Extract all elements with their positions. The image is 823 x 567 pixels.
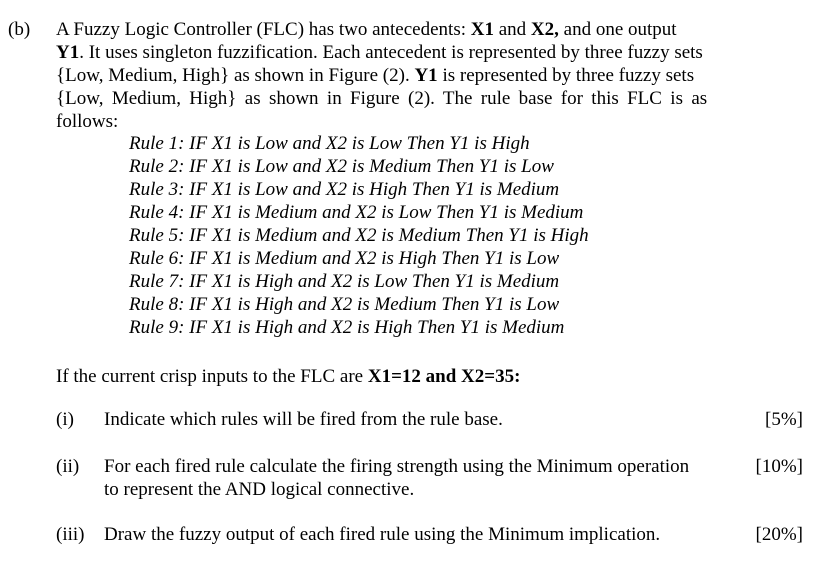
question-text-line: Draw the fuzzy output of each fired rule using the Minimum implication. (104, 524, 661, 545)
intro-text-segment: is represented by three fuzzy sets (437, 65, 695, 86)
part-label: (b) (8, 19, 31, 40)
question-marks: [20%] (755, 524, 803, 545)
variable-y1: Y1 (56, 42, 80, 63)
crisp-inputs-prefix: If the current crisp inputs to the FLC are (56, 366, 368, 387)
rule-1: Rule 1: IF X1 is Low and X2 is Low Then Y1 is High (129, 133, 530, 154)
intro-text-segment: and one output (558, 19, 677, 40)
crisp-inputs-statement (56, 365, 520, 388)
rule-base (129, 132, 589, 339)
question-ii (56, 455, 803, 501)
intro-text-segment: {Low, Medium, High} as shown in Figure (2). (56, 65, 415, 86)
rule-7: Rule 7: IF X1 is High and X2 is Low Then Y1 is Medium (129, 271, 560, 292)
question-marks: [5%] (765, 409, 803, 430)
intro-line-1-text (56, 18, 677, 41)
rule-9: Rule 9: IF X1 is High and X2 is High Then Y1 is Medium (129, 317, 565, 338)
variable-x2: X2, (530, 19, 559, 40)
question-i (56, 408, 803, 431)
question-text-line: For each fired rule calculate the firing strength using the Minimum operation (104, 456, 690, 477)
question-text (104, 523, 734, 546)
question-marks: [10%] (755, 456, 803, 477)
intro-paragraph (56, 18, 729, 133)
rule-5: Rule 5: IF X1 is Medium and X2 is Medium Then Y1 is High (129, 225, 589, 246)
intro-text-segment: . It uses singleton fuzzification. Each antecedent is represented by three fuzzy sets (79, 42, 703, 63)
rule-8: Rule 8: IF X1 is High and X2 is Medium Then Y1 is Low (129, 294, 560, 315)
intro-line-2 (56, 41, 729, 64)
intro-text-segment: A Fuzzy Logic Controller (FLC) has two antecedents: (56, 19, 471, 40)
rule-3: Rule 3: IF X1 is Low and X2 is High Then Y1 is Medium (129, 179, 560, 200)
question-number: (iii) (56, 524, 85, 545)
intro-line-4: {Low, Medium, High} as shown in Figure (2). The rule base for this FLC is as (56, 88, 708, 109)
variable-x1: X1 (470, 19, 494, 40)
question-number: (ii) (56, 456, 80, 477)
crisp-input-values: X1=12 and X2=35: (367, 366, 521, 387)
rule-6: Rule 6: IF X1 is Medium and X2 is High Then Y1 is Low (129, 248, 560, 269)
question-text-line: Indicate which rules will be fired from the rule base. (104, 409, 503, 430)
variable-y1: Y1 (414, 65, 438, 86)
intro-line-1 (56, 18, 729, 41)
question-text (104, 455, 734, 501)
question-iii (56, 523, 803, 546)
intro-line-5: follows: (56, 111, 119, 132)
intro-line-3 (56, 64, 729, 87)
rule-4: Rule 4: IF X1 is Medium and X2 is Low Then Y1 is Medium (129, 202, 584, 223)
question-text-line: to represent the AND logical connective. (104, 479, 415, 500)
question-text (104, 408, 734, 431)
intro-text-segment: and (493, 19, 531, 40)
question-number: (i) (56, 409, 74, 430)
rule-2: Rule 2: IF X1 is Low and X2 is Medium Then Y1 is Low (129, 156, 554, 177)
